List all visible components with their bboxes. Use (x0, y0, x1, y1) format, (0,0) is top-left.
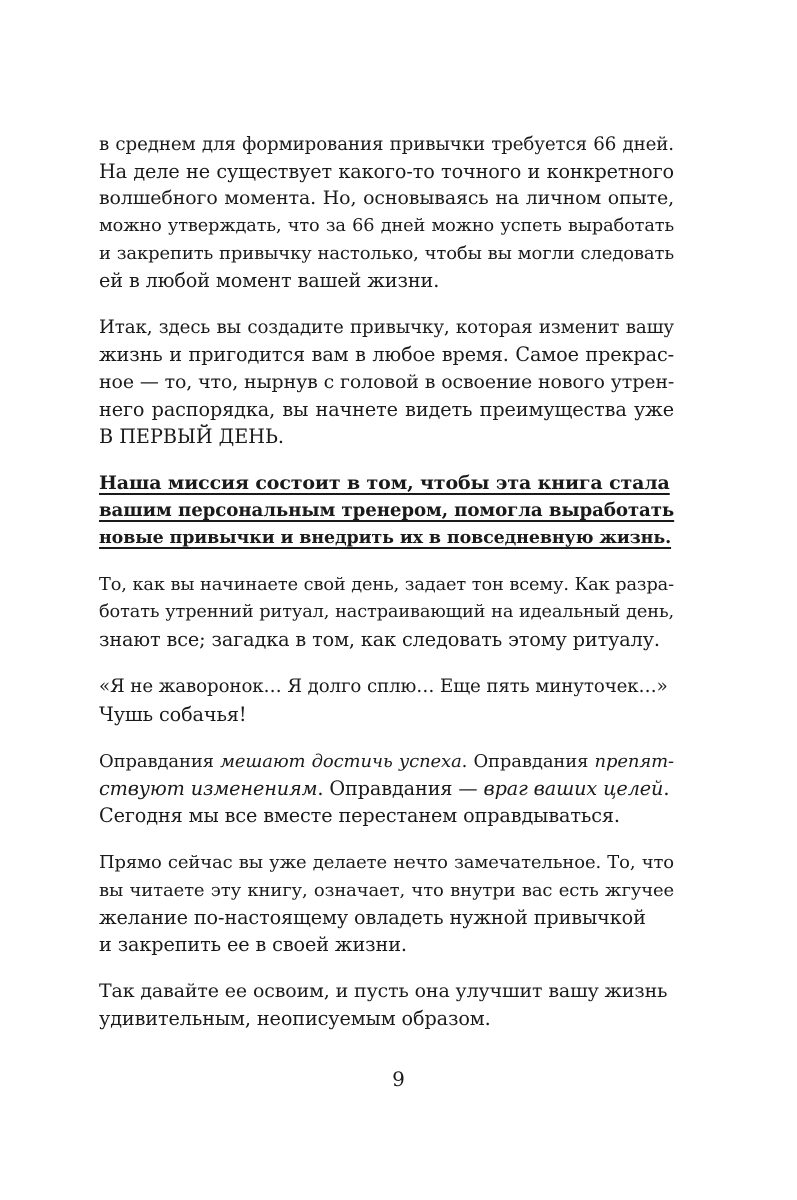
text-line: и закрепить привычку настолько, чтобы вы могли следовать (99, 242, 674, 264)
text-line: удивительным, неописуемым образом. (99, 1007, 491, 1031)
text-line: вы читаете эту книгу, означает, что внутри вас есть жгучее (99, 879, 674, 901)
text-line: желание по-настоящему овладеть нужной привычкой (99, 905, 646, 929)
text-line: Чушь собачья! (99, 702, 247, 726)
text-run: . (663, 777, 670, 801)
italic-run: препят- (594, 750, 674, 772)
text-line: ей в любой момент вашей жизни. (99, 269, 440, 293)
text-line: Прямо сейчас вы уже делаете нечто замечательное. То, что (99, 852, 674, 874)
text-line: Сегодня мы все вместе перестанем оправдываться. (99, 804, 620, 828)
paragraph-excuses-quote (99, 673, 674, 727)
text-run: Оправдания (99, 750, 221, 772)
paragraph-create-habit (99, 314, 674, 450)
italic-run: враг ваших целей (483, 777, 664, 801)
italic-run: мешают достичь успеха (220, 750, 462, 772)
text-line: вашим персональным тренером, помогла выработать (99, 500, 675, 522)
paragraph-closing (99, 978, 674, 1032)
text-line: «Я не жаворонок… Я долго сплю… Еще пять минуточек…» (99, 676, 668, 698)
italic-run: ствуют изменениям (99, 777, 318, 801)
text-line: Наша миссия состоит в том, чтобы эта книга стала (99, 472, 670, 495)
text-line: знают все; загадка в том, как следовать этому ритуалу. (99, 628, 660, 652)
paragraph-excuses (99, 748, 674, 830)
paragraph-habit-duration (99, 131, 674, 294)
paragraph-morning-ritual (99, 572, 674, 654)
text-line: и закрепить ее в своей жизни. (99, 933, 407, 957)
paragraph-doing-something-remarkable (99, 849, 674, 958)
text-line: него распорядка, вы начнете видеть преимущества уже (99, 397, 674, 421)
text-line: Итак, здесь вы создадите привычку, которая изменит вашу (99, 317, 674, 339)
page-number: 9 (392, 1067, 405, 1091)
text-line: новые привычки и внедрить их в повседневную жизнь. (99, 527, 672, 548)
paragraph-mission-statement (99, 470, 674, 552)
text-line: Так давайте ее освоим, и пусть она улучшит вашу жизнь (99, 980, 668, 1003)
text-line (99, 775, 674, 802)
page-body (99, 131, 674, 1053)
text-line: в среднем для формирования привычки требуется 66 дней. (99, 134, 674, 155)
text-run: . Оправдания — (317, 777, 484, 801)
text-line: В ПЕРВЫЙ ДЕНЬ. (99, 425, 285, 449)
text-line: ное — то, что, нырнув с головой в освоение нового утрен- (99, 370, 675, 393)
text-line: жизнь и пригодится вам в любое время. Самое прекрас- (99, 343, 674, 367)
text-line (99, 748, 674, 775)
text-line: То, как вы начинаете свой день, задает тон всему. Как разра- (99, 574, 674, 595)
text-line: можно утверждать, что за 66 дней можно успеть выработать (99, 215, 674, 236)
text-line: На деле не существует какого-то точного и конкретного (99, 160, 674, 184)
text-line: ботать утренний ритуал, настраивающий на идеальный день, (99, 602, 674, 623)
text-run: . Оправдания (461, 750, 595, 772)
text-line: волшебного момента. Но, основываясь на личном опыте, (99, 187, 674, 210)
